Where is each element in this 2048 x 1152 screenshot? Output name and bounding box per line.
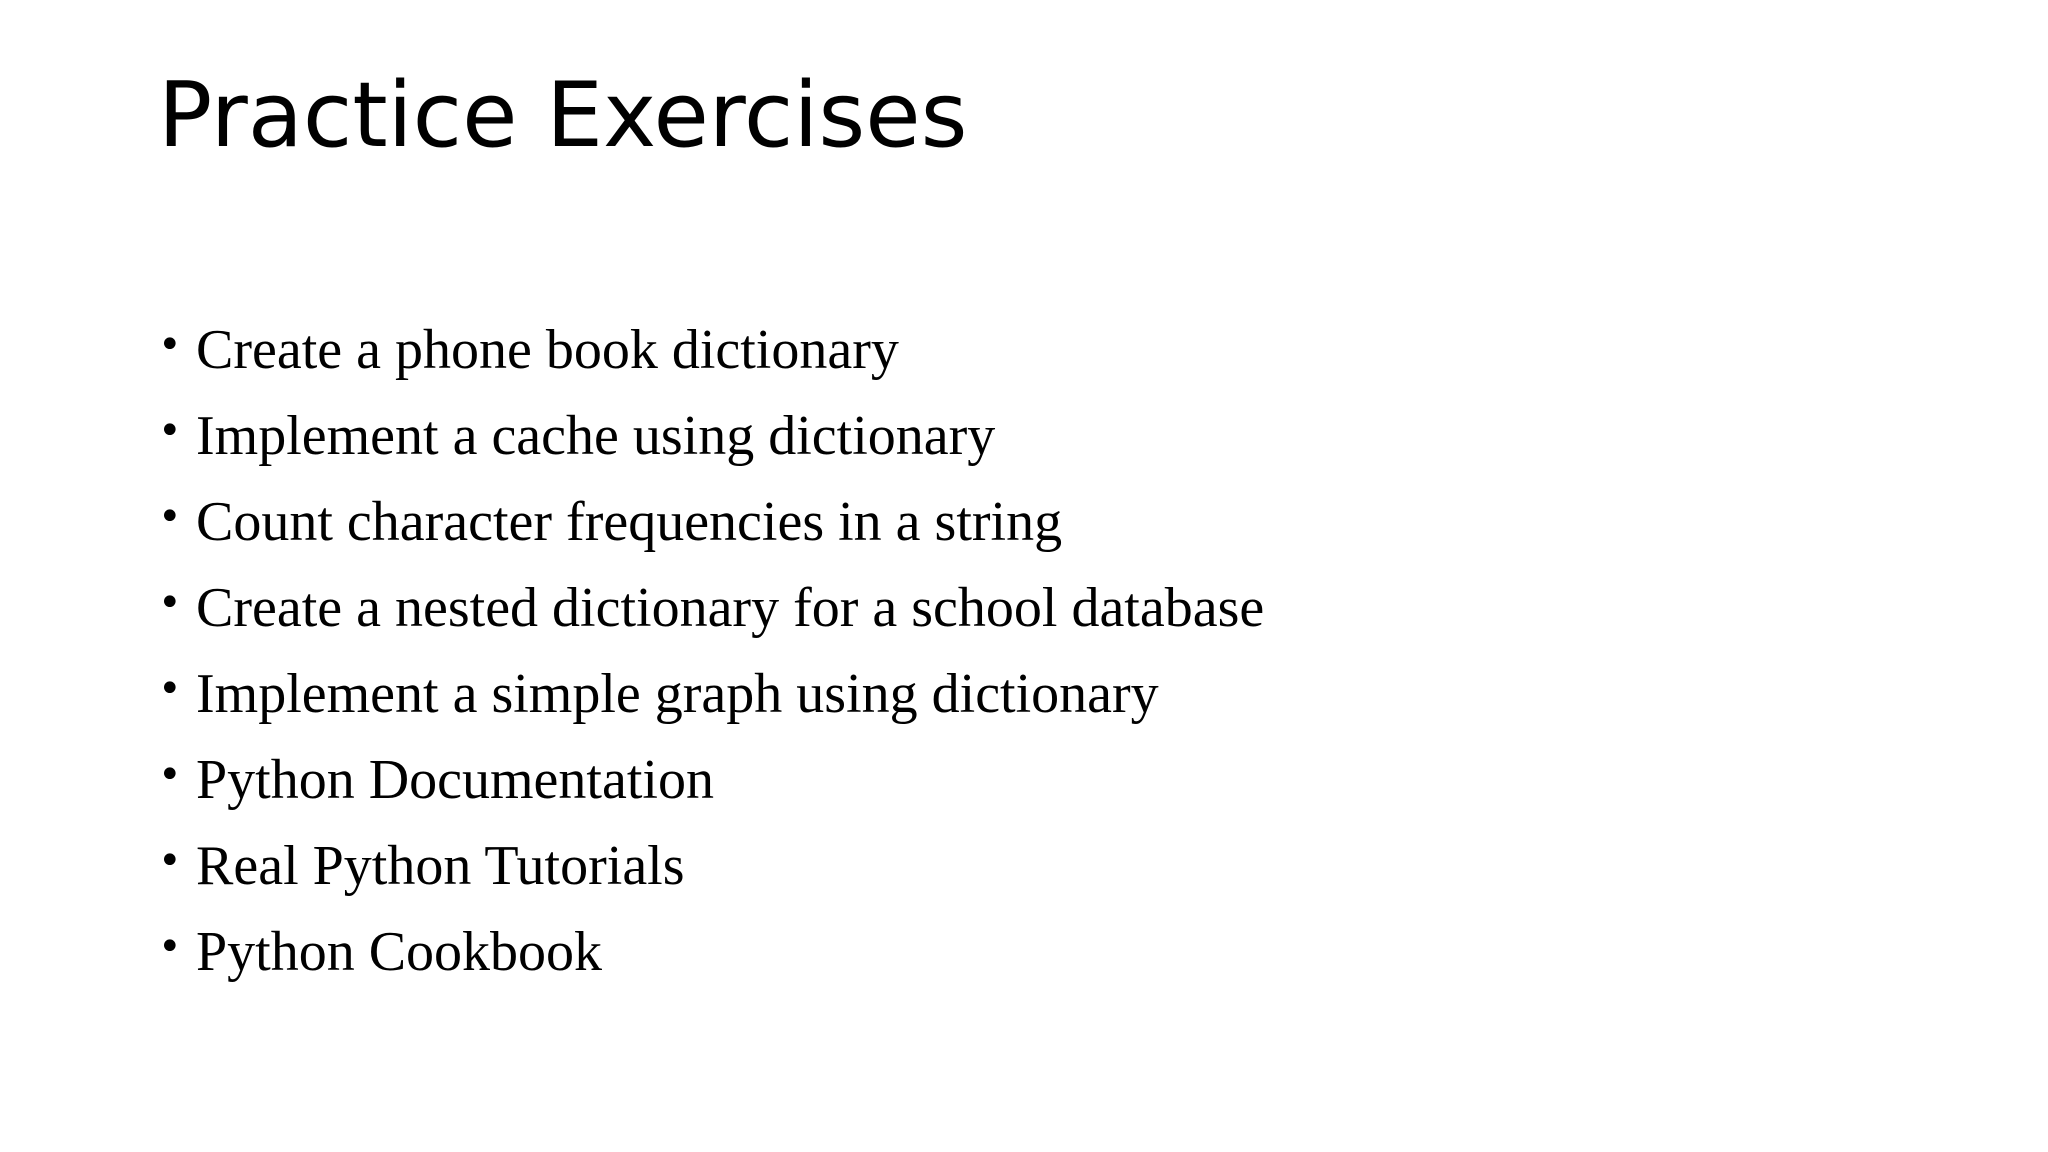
bullet-text: Count character frequencies in a string bbox=[196, 491, 1063, 553]
bullet-dot-icon: • bbox=[158, 666, 182, 712]
bullet-item bbox=[158, 832, 1264, 918]
bullet-text: Create a phone book dictionary bbox=[196, 319, 899, 381]
bullet-dot-icon: • bbox=[158, 494, 182, 540]
bullet-dot-icon: • bbox=[158, 924, 182, 970]
bullet-text: Implement a cache using dictionary bbox=[196, 405, 996, 467]
bullet-item bbox=[158, 746, 1264, 832]
bullet-item bbox=[158, 402, 1264, 488]
bullet-text: Python Documentation bbox=[196, 749, 714, 811]
bullet-item bbox=[158, 918, 1264, 1004]
bullet-text: Create a nested dictionary for a school database bbox=[196, 577, 1265, 639]
bullet-item bbox=[158, 574, 1264, 660]
bullet-item bbox=[158, 660, 1264, 746]
bullet-dot-icon: • bbox=[158, 838, 182, 884]
bullet-list bbox=[158, 316, 1264, 1004]
bullet-item bbox=[158, 488, 1264, 574]
bullet-text: Implement a simple graph using dictionary bbox=[196, 663, 1159, 725]
slide-title: Practice Exercises bbox=[158, 63, 968, 168]
bullet-text: Real Python Tutorials bbox=[196, 835, 685, 897]
bullet-dot-icon: • bbox=[158, 752, 182, 798]
bullet-item bbox=[158, 316, 1264, 402]
bullet-dot-icon: • bbox=[158, 408, 182, 454]
bullet-text: Python Cookbook bbox=[196, 921, 603, 983]
bullet-dot-icon: • bbox=[158, 322, 182, 368]
bullet-dot-icon: • bbox=[158, 580, 182, 626]
